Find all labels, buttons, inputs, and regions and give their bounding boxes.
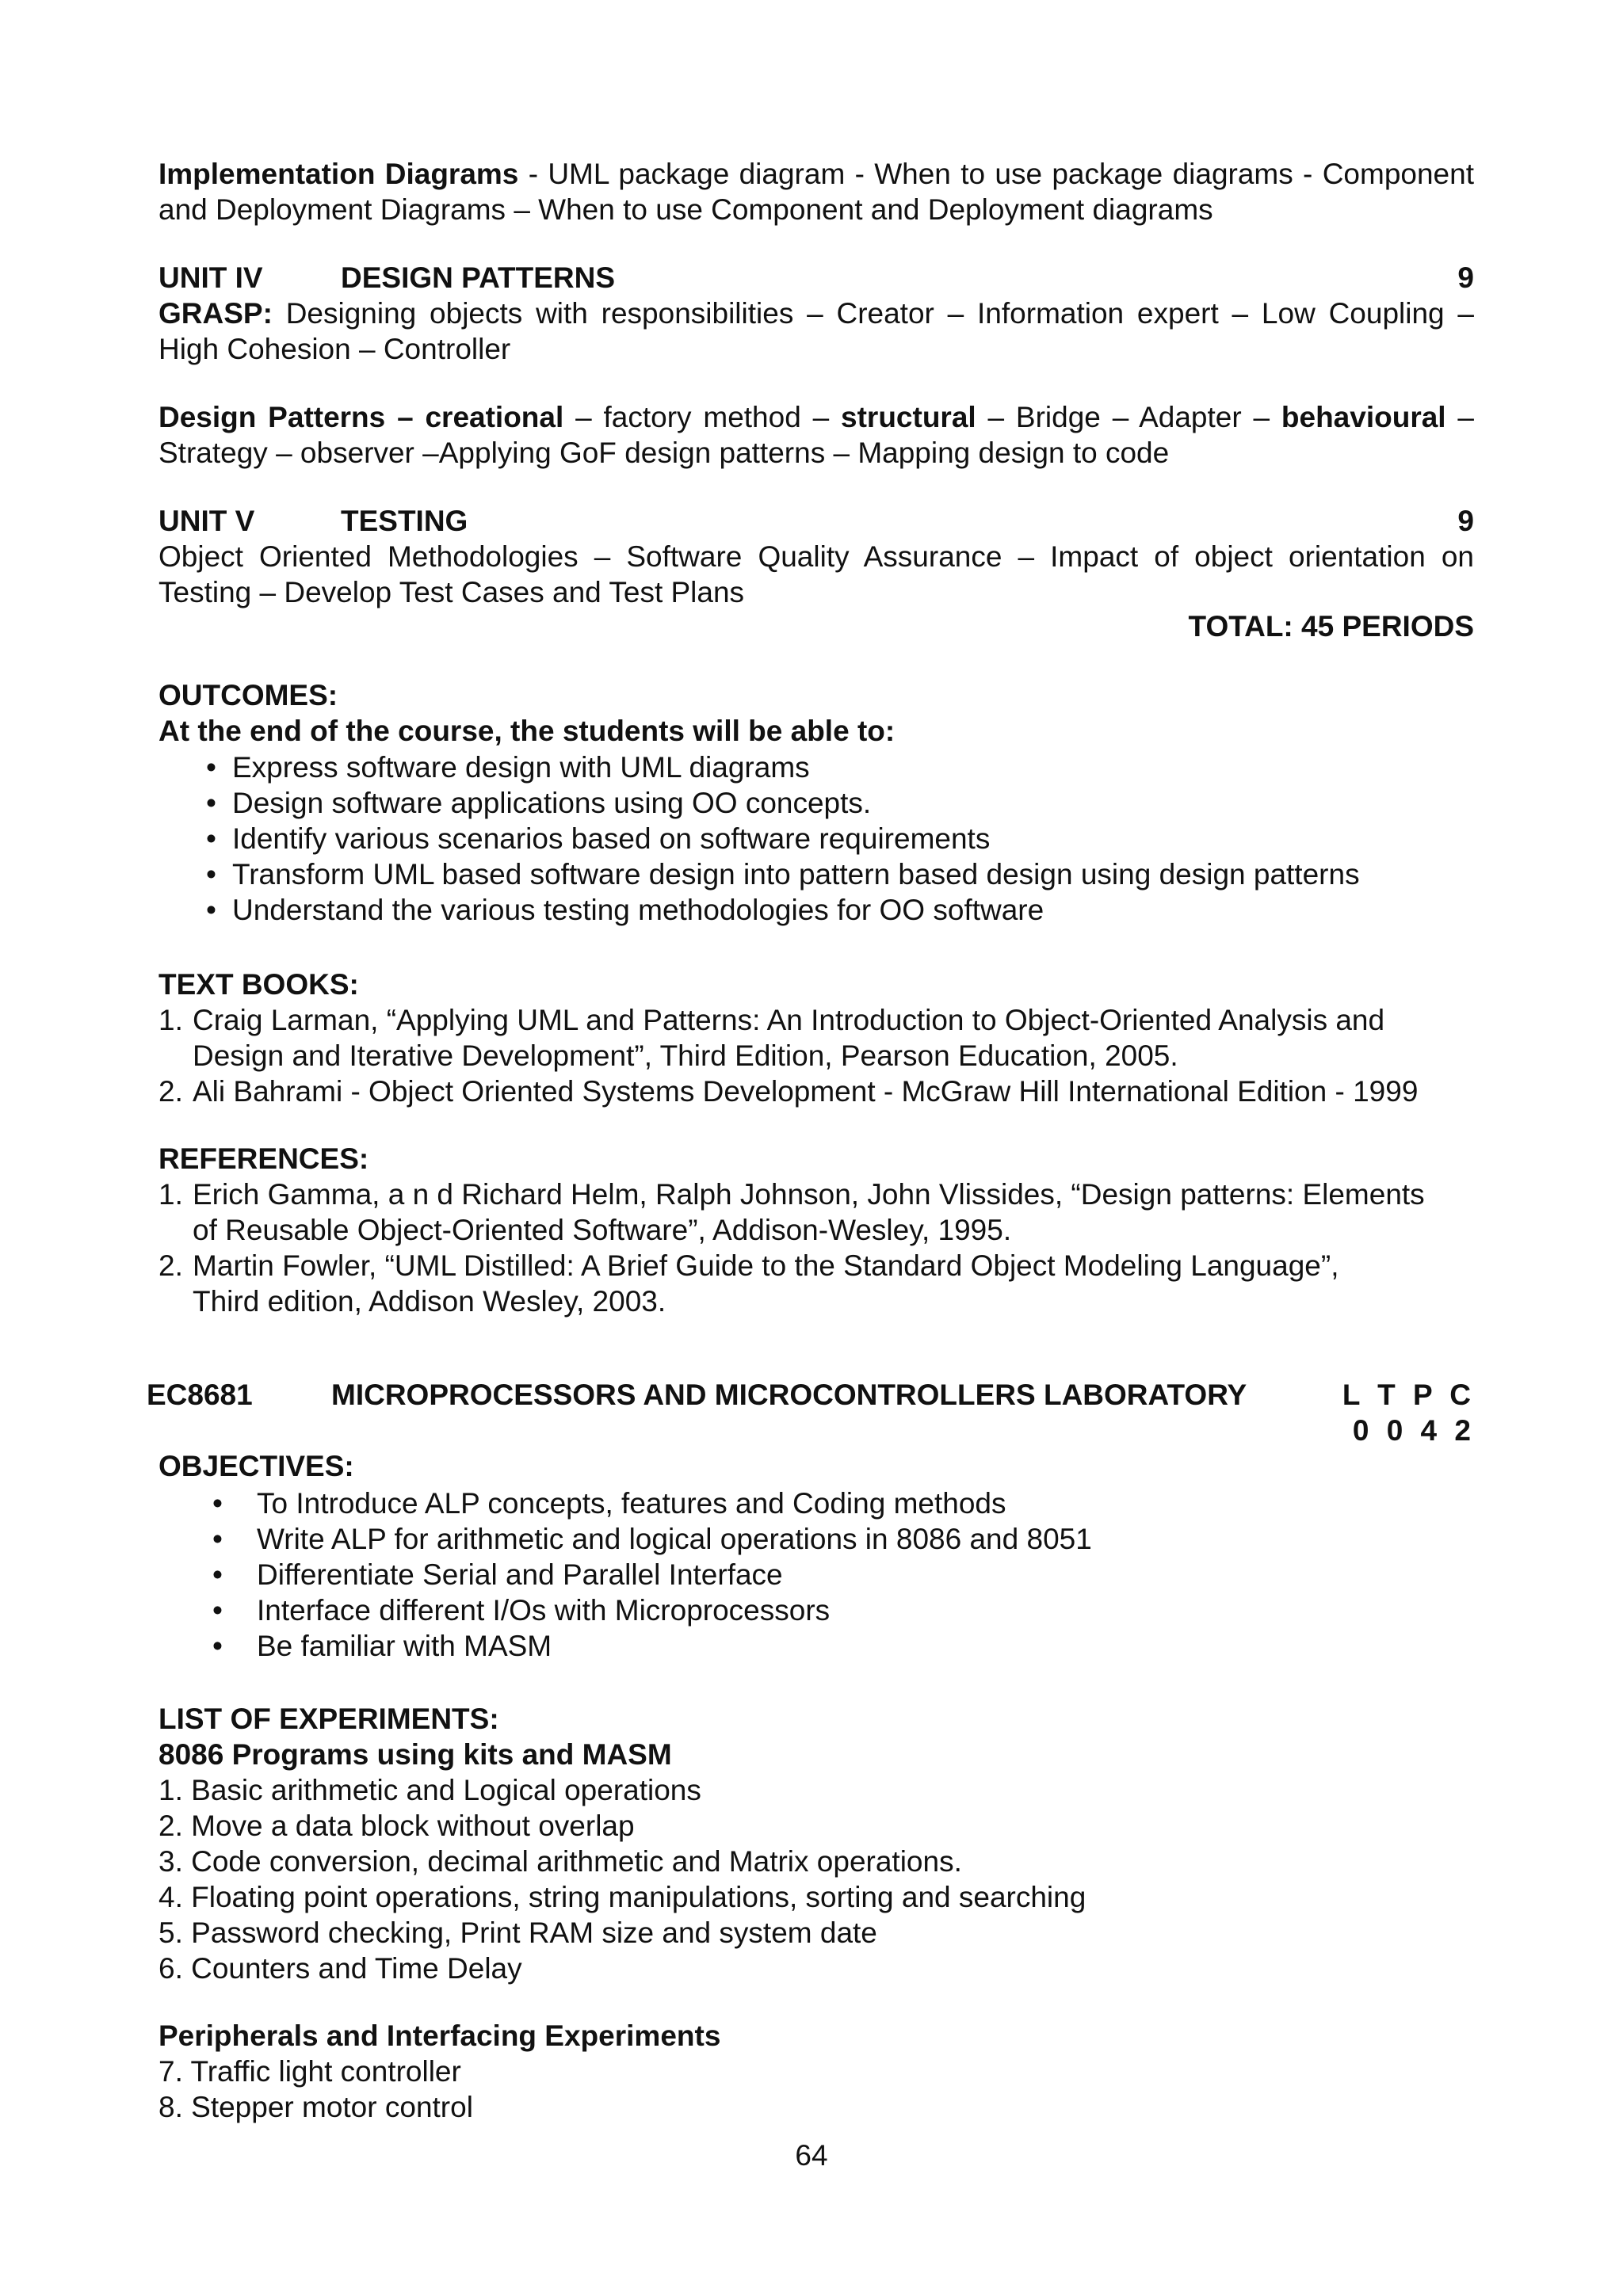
unit-iv-title: DESIGN PATTERNS — [341, 261, 616, 294]
grasp-paragraph — [158, 296, 1474, 367]
list-item: 8. Stepper motor control — [158, 2091, 473, 2123]
list-item: • Be familiar with MASM — [158, 1628, 1474, 1664]
list-item: • Design software applications using OO concepts. — [158, 785, 1474, 821]
outcomes-intro: At the end of the course, the students will be able to: — [158, 715, 896, 747]
behavioural-label: behavioural — [1281, 401, 1446, 433]
implementation-text: - UML package diagram - When to use package diagrams - Component and Deployment Diagrams – When to use Component and Deployment diagrams — [158, 158, 1474, 226]
list-item: 1. Craig Larman, “Applying UML and Patterns: An Introduction to Object-Oriented Analysis and Design and Iterative Development”, Third Edition, Pearson Education, 2005. — [158, 1004, 1385, 1072]
design-patterns-text-3: – Strategy – observer –Applying GoF design patterns – Mapping design to code — [158, 401, 1475, 469]
course-title: MICROPROCESSORS AND MICROCONTROLLERS LABORATORY — [331, 1379, 1247, 1411]
peripherals-list — [158, 2054, 1474, 2125]
list-item: 1. Erich Gamma, a n d Richard Helm, Ralph Johnson, John Vlissides, “Design patterns: Elements of Reusable Object-Oriented Software”, Addison-Wesley, 1995. — [158, 1178, 1425, 1246]
implementation-heading: Implementation Diagrams — [158, 158, 519, 190]
design-patterns-heading: Design Patterns – creational — [158, 401, 564, 433]
list-item: • Understand the various testing methodologies for OO software — [158, 892, 1474, 928]
unit-iv-hours: 9 — [1457, 261, 1474, 294]
list-item: • Express software design with UML diagrams — [158, 749, 1474, 785]
list-item: • Write ALP for arithmetic and logical operations in 8086 and 8051 — [158, 1521, 1474, 1557]
references-heading: REFERENCES: — [158, 1142, 369, 1175]
ltpc-values: 0 0 4 2 — [1352, 1414, 1476, 1447]
list-item: 6. Counters and Time Delay — [158, 1952, 522, 1985]
list-item: 3. Code conversion, decimal arithmetic and Matrix operations. — [158, 1845, 962, 1878]
textbooks-heading: TEXT BOOKS: — [158, 968, 359, 1001]
unit-iv-code: UNIT IV — [158, 261, 263, 294]
ltpc-block — [1342, 1377, 1476, 1448]
unit-v-text: Object Oriented Methodologies – Software Quality Assurance – Impact of object orientation on Testing – Develop Test Cases and Test Plans — [158, 540, 1474, 608]
list-item: • Differentiate Serial and Parallel Interface — [158, 1557, 1474, 1592]
list-item: 2. Ali Bahrami - Object Oriented Systems Development - McGraw Hill International Edition - 1999 — [158, 1075, 1419, 1108]
experiments-heading: LIST OF EXPERIMENTS: — [158, 1703, 499, 1735]
structural-label: structural — [841, 401, 976, 433]
course-header — [147, 1377, 1476, 1448]
list-item: 5. Password checking, Print RAM size and system date — [158, 1917, 877, 1949]
unit-v-hours: 9 — [1457, 505, 1474, 537]
page-number: 64 — [795, 2139, 828, 2172]
list-item: • Interface different I/Os with Microprocessors — [158, 1592, 1474, 1628]
grasp-heading: GRASP: — [158, 297, 273, 330]
objectives-heading: OBJECTIVES: — [158, 1450, 354, 1482]
experiments-subheading: 8086 Programs using kits and MASM — [158, 1738, 672, 1771]
grasp-text: Designing objects with responsibilities – Creator – Information expert – Low Coupling – High Cohesion – Controller — [158, 297, 1474, 365]
design-patterns-text-2: – Bridge – Adapter – — [976, 401, 1281, 433]
list-item: 4. Floating point operations, string manipulations, sorting and searching — [158, 1881, 1086, 1913]
list-item: • Identify various scenarios based on software requirements — [158, 821, 1474, 856]
objectives-list — [158, 1486, 1474, 1664]
textbooks-list — [158, 1002, 1474, 1109]
design-patterns-text-1: – factory method – — [563, 401, 842, 433]
unit-v-title: TESTING — [341, 505, 468, 537]
list-item: 7. Traffic light controller — [158, 2055, 461, 2088]
outcomes-list — [158, 749, 1474, 928]
list-item: 1. Basic arithmetic and Logical operations — [158, 1774, 701, 1806]
peripherals-heading: Peripherals and Interfacing Experiments — [158, 2019, 721, 2052]
unit-v-code: UNIT V — [158, 505, 255, 537]
list-item: • Transform UML based software design into pattern based design using design patterns — [158, 856, 1474, 892]
unit-v-header — [158, 503, 1474, 539]
ltpc-heading: L T P C — [1342, 1379, 1476, 1411]
design-patterns-paragraph — [158, 399, 1474, 471]
list-item: 2. Martin Fowler, “UML Distilled: A Brief Guide to the Standard Object Modeling Language”, Third edition, Addison Wesley, 2003. — [158, 1249, 1339, 1318]
total-periods: TOTAL: 45 PERIODS — [1188, 610, 1474, 643]
list-item: 2. Move a data block without overlap — [158, 1810, 635, 1842]
course-code: EC8681 — [147, 1379, 253, 1411]
outcomes-heading: OUTCOMES: — [158, 679, 338, 711]
references-list — [158, 1177, 1474, 1319]
list-item: • To Introduce ALP concepts, features and Coding methods — [158, 1486, 1474, 1521]
experiments-list — [158, 1772, 1474, 1986]
implementation-paragraph — [158, 156, 1474, 227]
unit-iv-header — [158, 260, 1474, 296]
